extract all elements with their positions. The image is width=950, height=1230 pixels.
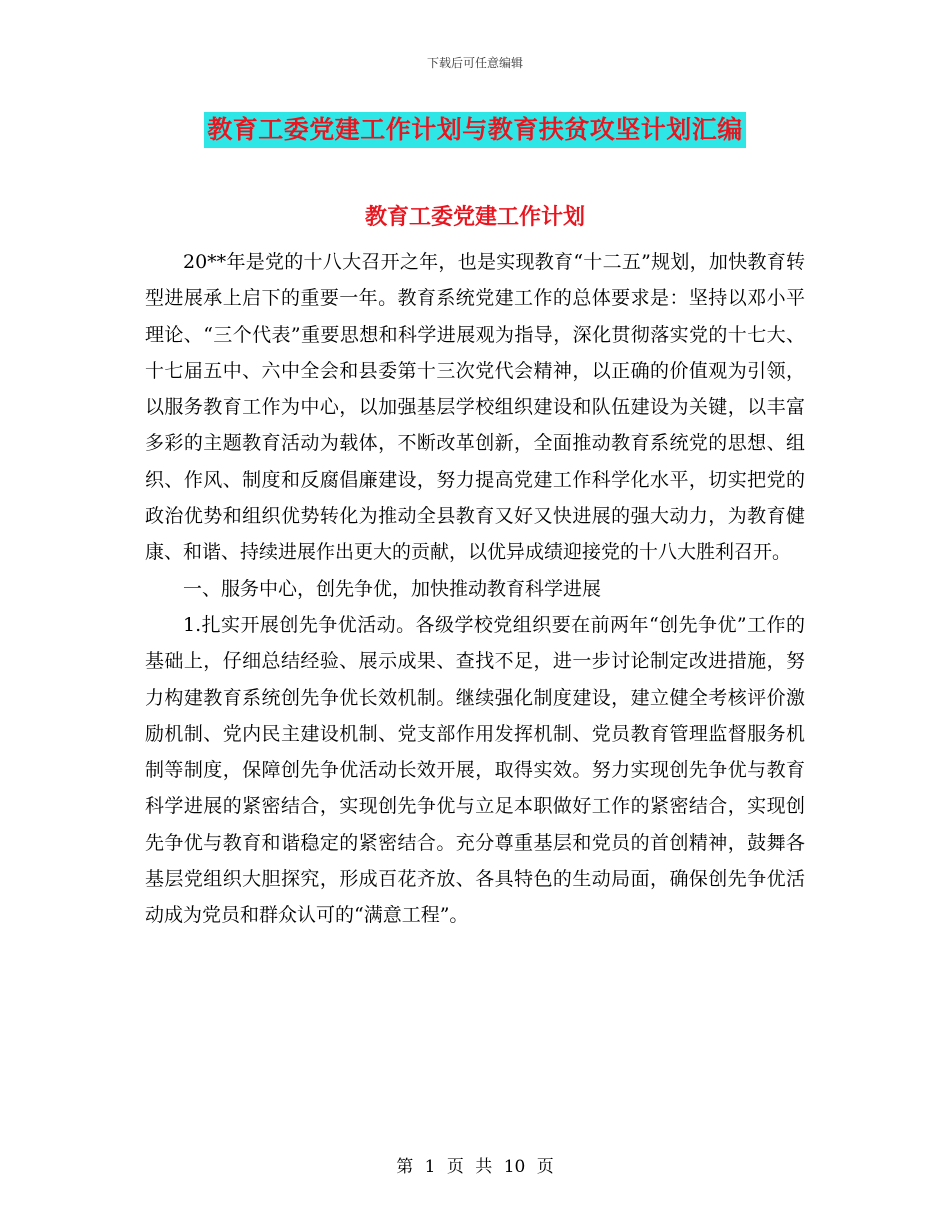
main-title: 教育工委党建工作计划与教育扶贫攻坚计划汇编 (204, 112, 746, 148)
page-footer: 第 1 页 共 10 页 (396, 1157, 554, 1177)
paragraph-heading-1: 一、服务中心，创先争优，加快推动教育科学进展 (183, 577, 602, 600)
document-body (145, 244, 805, 934)
paragraph-intro: 20**年是党的十八大召开之年，也是实现教育“十二五”规划，加快教育转型进展承上启下的重要一年。教育系统党建工作的总体要求是：坚持以邓小平理论、“三个代表”重要思想和科学进展观为指导，深化贯彻落实党的十七大、十七届五中、六中全会和县委第十三次党代会精神，以正确的价值观为引领，以服务教育工作为中心，以加强基层学校组织建设和队伍建设为关键，以丰富多彩的主题教育活动为载体，不断改革创新，全面推动教育系统党的思想、组织、作风、制度和反腐倡廉建设，努力提高党建工作科学化水平，切实把党的政治优势和组织优势转化为推动全县教育又好又快进展的强大动力，为教育健康、和谐、持续进展作出更大的贡献，以优异成绩迎接党的十八大胜利召开。 (145, 251, 805, 564)
main-title-container (0, 112, 950, 148)
header-note: 下载后可任意编辑 (426, 56, 523, 70)
paragraph-item-1: 1.扎实开展创先争优活动。各级学校党组织要在前两年“创先争优”工作的基础上，仔细总结经验、展示成果、查找不足，进一步讨论制定改进措施，努力构建教育系统创先争优长效机制。继续强化制度建设，建立健全考核评价激励机制、党内民主建设机制、党支部作用发挥机制、党员教育管理监督服务机制等制度，保障创先争优活动长效开展，取得实效。努力实现创先争优与教育科学进展的紧密结合，实现创先争优与立足本职做好工作的紧密结合，实现创先争优与教育和谐稳定的紧密结合。充分尊重基层和党员的首创精神，鼓舞各基层党组织大胆探究，形成百花齐放、各具特色的生动局面，确保创先争优活动成为党员和群众认可的“满意工程”。 (145, 613, 805, 927)
section-title: 教育工委党建工作计划 (364, 205, 585, 230)
